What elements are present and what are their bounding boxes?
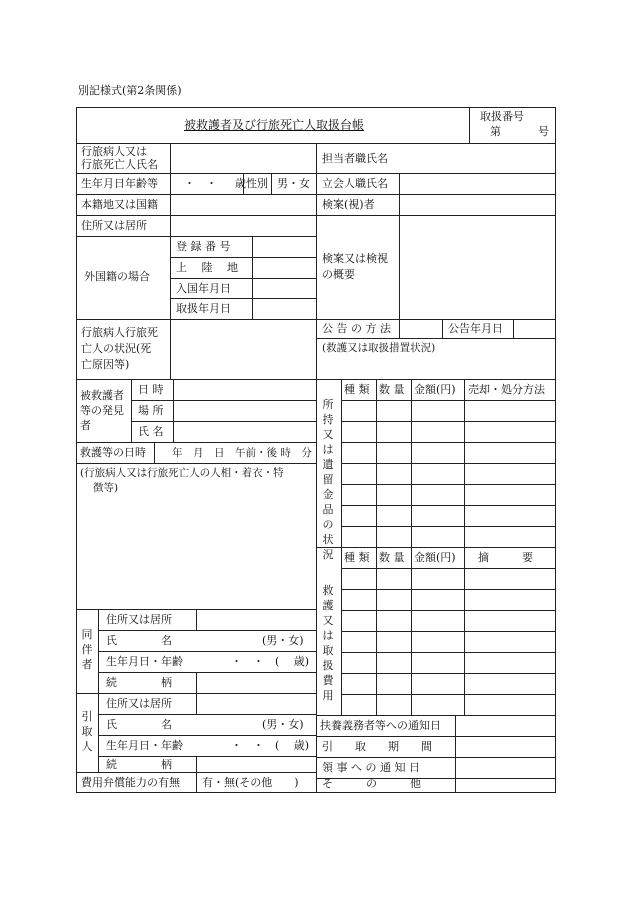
status-label-line1: 行旅病人行旅死 [81,326,158,339]
handling-date-label: 取扱年月日 [176,302,231,315]
payment-ability-value: 有・無(その他 ) [202,776,299,789]
expense-header-summary: 摘 要 [478,551,533,564]
other-label: そ の 他 [322,777,421,790]
form-title: 被救護者及び行旅死亡人取扱台帳 [184,118,365,132]
payment-ability-label: 費用弁償能力の有無 [81,776,180,789]
rescue-datetime-value: 年 月 日 午前・後 時 分 [172,447,312,459]
address-label: 住所又は居所 [81,219,147,232]
features-note-line2: 徴等) [93,482,119,494]
foreign-nationality-label: 外国籍の場合 [84,270,150,283]
receiver-sex: (男・女) [262,718,304,731]
sex-value: 男・女 [277,177,310,190]
pickup-period-label: 引 取 期 間 [322,740,432,753]
discovery-place-label: 場 所 [138,404,164,417]
expense-header-amount: 金額(円) [414,551,456,564]
belongings-header-quantity: 数 量 [379,383,405,396]
discovery-datetime-label: 日 時 [138,383,164,396]
form-style-label: 別記様式(第2条関係) [78,84,182,97]
belongings-label: 所持又は遺留金品の状況 [322,398,334,561]
expense-label: 救護又は取扱費用 [322,584,334,702]
consul-notice-label: 領 事 へ の 通 知 日 [322,761,420,774]
landing-place-label: 上 陸 地 [176,261,238,274]
sex-label: 性別 [246,177,268,190]
features-note-line1: (行旅病人又は行旅死亡人の人相・着衣・特 [80,467,284,479]
companion-sex: (男・女) [262,634,304,647]
registration-number-label: 登 録 番 号 [176,240,231,253]
discoverer-label-line3: 者 [80,419,91,432]
ticket-number-label: 取扱番号 [480,110,524,123]
traveler-name-label-line1: 行旅病人又は [81,145,147,158]
status-label-line3: 亡原因等) [81,358,130,371]
inspection-summary-label-line1: 検案又は検視 [322,252,388,265]
companion-birth-label: 生年月日・年齢 [106,655,183,668]
discoverer-label-line1: 被救護者 [80,389,124,402]
inspection-summary-label-line2: の概要 [322,268,355,281]
belongings-header-amount: 金額(円) [414,383,456,396]
companion-label: 同伴者 [81,628,93,671]
notice-method-label: 公 告 の 方 法 [322,322,391,335]
staff-name-label: 担当者職氏名 [322,152,388,165]
expense-header-type: 種 類 [344,551,370,564]
belongings-header-type: 種 類 [344,383,370,396]
companion-age: ・ ・ ( 歳) [231,655,310,668]
companion-address-label: 住所又は居所 [106,613,172,626]
rescue-datetime-label: 救護等の日時 [80,446,146,459]
ticket-number-suffix: 号 [538,125,549,138]
inspector-label: 検案(視)者 [322,198,375,211]
receiver-relation-label: 続 柄 [106,758,172,771]
receiver-address-label: 住所又は居所 [106,697,172,710]
notice-date-label: 公告年月日 [448,322,503,335]
rescue-measures-note: (救護又は取扱措置状況) [322,342,436,354]
expense-header-quantity: 数 量 [379,551,405,564]
ledger-form [76,107,556,793]
discoverer-name-label: 氏 名 [138,425,164,438]
dependent-notice-label: 扶養義務者等への通知日 [320,719,441,732]
companion-name-label: 氏 名 [106,634,172,647]
traveler-name-label-line2: 行旅死亡人氏名 [81,158,158,171]
witness-name-label: 立会人職氏名 [322,177,388,190]
age-unit: 歳 [235,177,246,190]
receiver-name-label: 氏 名 [106,718,172,731]
domicile-label: 本籍地又は国籍 [81,198,158,211]
ticket-number-prefix: 第 [490,125,501,138]
receiver-birth-label: 生年月日・年齢 [106,739,183,752]
companion-relation-label: 続 柄 [106,676,172,689]
receiver-age: ・ ・ ( 歳) [231,739,310,752]
status-label-line2: 亡人の状況(死 [81,342,152,355]
receiver-label: 引取人 [81,710,93,753]
birth-age-label: 生年月日年齢等 [81,177,158,190]
birth-date-dots: ・ ・ [184,177,217,190]
entry-date-label: 入国年月日 [176,282,231,295]
belongings-header-disposal: 売却・処分方法 [468,383,545,396]
discoverer-label-line2: 等の発見 [80,404,124,417]
